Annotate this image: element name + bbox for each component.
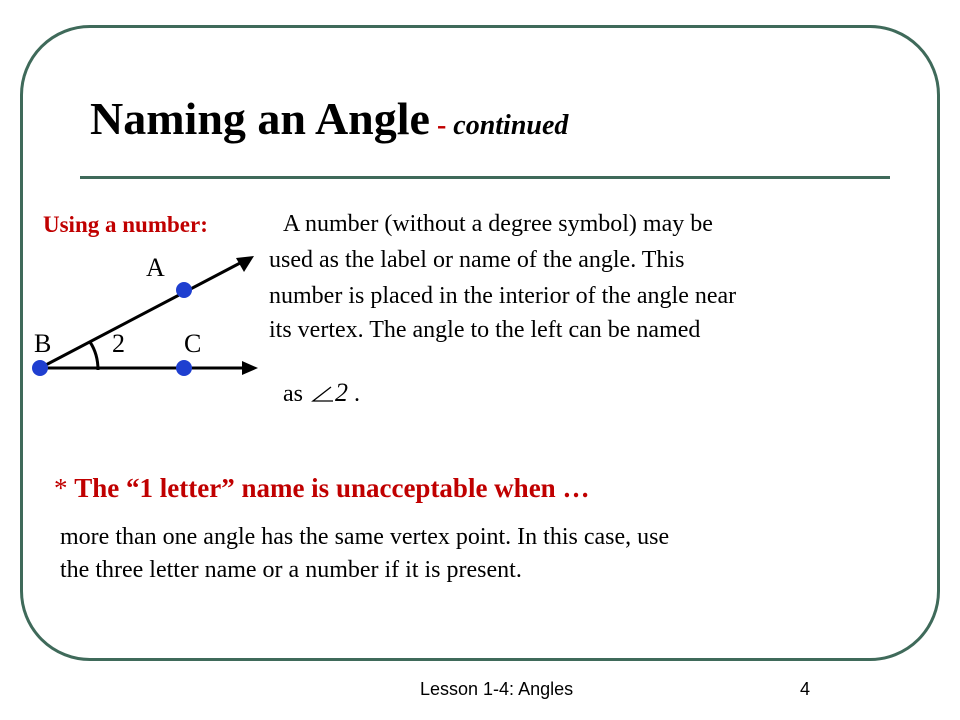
ray-bc-arrowhead	[242, 361, 258, 375]
footer-page-number: 4	[800, 679, 811, 699]
angle-name-line	[283, 378, 360, 408]
note-heading	[54, 473, 589, 504]
body-line: the three letter name or a number if it is present.	[60, 557, 522, 583]
angle-arc	[90, 342, 98, 370]
title-main: Naming an Angle	[90, 93, 430, 144]
point-a-label: A	[146, 253, 165, 282]
as-prefix: as	[283, 381, 303, 407]
point-c-dot	[176, 360, 192, 376]
as-number: 2	[335, 378, 348, 407]
ray-ba	[40, 262, 242, 368]
point-b-label: B	[34, 329, 52, 358]
using-number-label: Using a number:	[43, 212, 208, 237]
footer-lesson: Lesson 1-4: Angles	[420, 679, 574, 699]
point-c-label: C	[184, 329, 202, 358]
title-dash: -	[429, 110, 454, 141]
body-line: more than one angle has the same vertex point. In this case, use	[60, 524, 670, 550]
paragraph-line: number is placed in the interior of the angle near	[269, 283, 737, 309]
paragraph-line: A number (without a degree symbol) may be	[283, 211, 713, 237]
point-b-dot	[32, 360, 48, 376]
paragraph-line: its vertex. The angle to the left can be named	[269, 317, 701, 343]
angle-symbol-icon	[311, 385, 333, 403]
title-subtitle: continued	[453, 110, 569, 141]
note-text: The “1 letter” name is unacceptable when …	[74, 473, 590, 503]
point-a-dot	[176, 282, 192, 298]
note-star: *	[54, 473, 75, 503]
angle-number-label: 2	[112, 329, 125, 358]
note-body	[60, 524, 669, 590]
paragraph-line: used as the label or name of the angle. This	[269, 247, 685, 273]
as-suffix: .	[348, 381, 360, 407]
